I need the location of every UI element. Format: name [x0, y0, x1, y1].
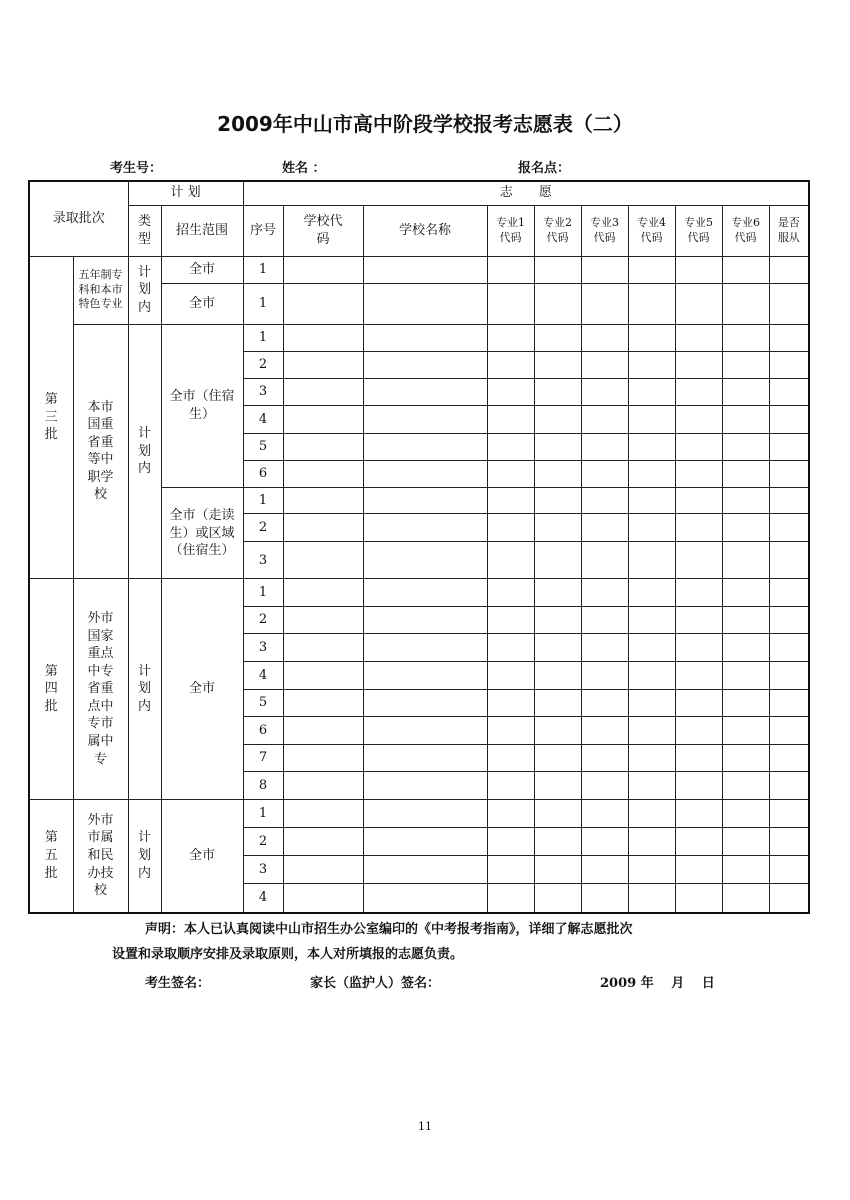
school-code-field[interactable] — [283, 351, 363, 378]
declaration-line-2: 设置和录取顺序安排及录取原则，本人对所填报的志愿负责。 — [112, 947, 464, 962]
major-5-code-field[interactable] — [675, 542, 722, 579]
obey-adjustment-field[interactable] — [769, 689, 809, 717]
school-code-field[interactable] — [283, 324, 363, 351]
major-5-code-field[interactable] — [675, 579, 722, 607]
major-4-code-field[interactable] — [628, 800, 675, 828]
school-code-field[interactable] — [283, 800, 363, 828]
major-6-code-field[interactable] — [722, 744, 769, 772]
header-school-code: 学校代码 — [283, 205, 363, 256]
batch-name: 第五批 — [29, 800, 73, 913]
sequence-number: 3 — [243, 634, 283, 662]
major-1-code-field[interactable] — [487, 406, 534, 433]
enrollment-scope: 全市（走读生）或区域（住宿生） — [161, 488, 243, 579]
major-5-code-field[interactable] — [675, 634, 722, 662]
school-code-field[interactable] — [283, 488, 363, 514]
major-4-code-field[interactable] — [628, 460, 675, 487]
category-name: 外市国家重点中专省重点中专市属中专 — [73, 579, 128, 800]
school-code-field[interactable] — [283, 856, 363, 884]
major-5-code-field[interactable] — [675, 800, 722, 828]
major-1-code-field[interactable] — [487, 772, 534, 800]
sequence-number: 3 — [243, 856, 283, 884]
sequence-number: 2 — [243, 606, 283, 634]
sequence-number: 4 — [243, 884, 283, 913]
obey-adjustment-field[interactable] — [769, 283, 809, 324]
major-1-code-field[interactable] — [487, 744, 534, 772]
sequence-number: 5 — [243, 433, 283, 460]
school-name-field[interactable] — [363, 488, 487, 514]
school-name-field[interactable] — [363, 379, 487, 406]
obey-adjustment-field[interactable] — [769, 717, 809, 745]
major-2-code-field[interactable] — [534, 324, 581, 351]
major-1-code-field[interactable] — [487, 283, 534, 324]
school-code-field[interactable] — [283, 662, 363, 690]
major-3-code-field[interactable] — [581, 606, 628, 634]
school-code-field[interactable] — [283, 884, 363, 913]
major-2-code-field[interactable] — [534, 460, 581, 487]
major-1-code-field[interactable] — [487, 689, 534, 717]
obey-adjustment-field[interactable] — [769, 800, 809, 828]
header-batch: 录取批次 — [29, 181, 128, 256]
major-6-code-field[interactable] — [722, 662, 769, 690]
major-5-code-field[interactable] — [675, 460, 722, 487]
obey-adjustment-field[interactable] — [769, 379, 809, 406]
sequence-number: 6 — [243, 460, 283, 487]
school-name-field[interactable] — [363, 772, 487, 800]
major-6-code-field[interactable] — [722, 460, 769, 487]
sequence-number: 1 — [243, 579, 283, 607]
major-2-code-field[interactable] — [534, 488, 581, 514]
major-6-code-field[interactable] — [722, 256, 769, 283]
major-3-code-field[interactable] — [581, 433, 628, 460]
school-code-field[interactable] — [283, 256, 363, 283]
sequence-number: 1 — [243, 283, 283, 324]
school-code-field[interactable] — [283, 460, 363, 487]
major-3-code-field[interactable] — [581, 634, 628, 662]
header-obey: 是否服从 — [769, 205, 809, 256]
sequence-number: 5 — [243, 689, 283, 717]
major-4-code-field[interactable] — [628, 283, 675, 324]
major-5-code-field[interactable] — [675, 379, 722, 406]
major-2-code-field[interactable] — [534, 744, 581, 772]
sequence-number: 3 — [243, 542, 283, 579]
major-3-code-field[interactable] — [581, 828, 628, 856]
sequence-number: 4 — [243, 662, 283, 690]
obey-adjustment-field[interactable] — [769, 772, 809, 800]
major-3-code-field[interactable] — [581, 856, 628, 884]
major-4-code-field[interactable] — [628, 772, 675, 800]
major-3-code-field[interactable] — [581, 283, 628, 324]
major-4-code-field[interactable] — [628, 856, 675, 884]
batch-name: 第四批 — [29, 579, 73, 800]
school-code-field[interactable] — [283, 542, 363, 579]
school-code-field[interactable] — [283, 379, 363, 406]
school-code-field[interactable] — [283, 283, 363, 324]
major-5-code-field[interactable] — [675, 324, 722, 351]
major-1-code-field[interactable] — [487, 606, 534, 634]
obey-adjustment-field[interactable] — [769, 634, 809, 662]
school-name-field[interactable] — [363, 800, 487, 828]
obey-adjustment-field[interactable] — [769, 828, 809, 856]
obey-adjustment-field[interactable] — [769, 433, 809, 460]
major-2-code-field[interactable] — [534, 514, 581, 542]
obey-adjustment-field[interactable] — [769, 256, 809, 283]
major-1-code-field[interactable] — [487, 351, 534, 378]
major-5-code-field[interactable] — [675, 283, 722, 324]
major-5-code-field[interactable] — [675, 256, 722, 283]
major-5-code-field[interactable] — [675, 856, 722, 884]
major-6-code-field[interactable] — [722, 828, 769, 856]
major-2-code-field[interactable] — [534, 884, 581, 913]
major-1-code-field[interactable] — [487, 460, 534, 487]
school-code-field[interactable] — [283, 828, 363, 856]
school-name-field[interactable] — [363, 606, 487, 634]
sequence-number: 4 — [243, 406, 283, 433]
major-6-code-field[interactable] — [722, 283, 769, 324]
major-1-code-field[interactable] — [487, 514, 534, 542]
plan-type: 计划内 — [128, 324, 161, 579]
school-code-field[interactable] — [283, 772, 363, 800]
plan-type: 计划内 — [128, 256, 161, 324]
major-5-code-field[interactable] — [675, 772, 722, 800]
sequence-number: 6 — [243, 717, 283, 745]
table-row — [29, 324, 809, 351]
major-2-code-field[interactable] — [534, 606, 581, 634]
obey-adjustment-field[interactable] — [769, 884, 809, 913]
enrollment-scope: 全市（住宿生） — [161, 324, 243, 488]
major-4-code-field[interactable] — [628, 379, 675, 406]
major-3-code-field[interactable] — [581, 884, 628, 913]
major-1-code-field[interactable] — [487, 579, 534, 607]
major-6-code-field[interactable] — [722, 379, 769, 406]
major-3-code-field[interactable] — [581, 579, 628, 607]
major-3-code-field[interactable] — [581, 514, 628, 542]
school-name-field[interactable] — [363, 351, 487, 378]
sequence-number: 2 — [243, 514, 283, 542]
major-4-code-field[interactable] — [628, 579, 675, 607]
major-6-code-field[interactable] — [722, 351, 769, 378]
major-3-code-field[interactable] — [581, 488, 628, 514]
obey-adjustment-field[interactable] — [769, 351, 809, 378]
major-2-code-field[interactable] — [534, 772, 581, 800]
plan-type: 计划内 — [128, 800, 161, 913]
major-2-code-field[interactable] — [534, 379, 581, 406]
school-code-field[interactable] — [283, 433, 363, 460]
major-1-code-field[interactable] — [487, 717, 534, 745]
school-name-field[interactable] — [363, 689, 487, 717]
major-6-code-field[interactable] — [722, 488, 769, 514]
sequence-number: 1 — [243, 256, 283, 283]
major-1-code-field[interactable] — [487, 828, 534, 856]
sequence-number: 8 — [243, 772, 283, 800]
major-3-code-field[interactable] — [581, 689, 628, 717]
header-school-name: 学校名称 — [363, 205, 487, 256]
major-4-code-field[interactable] — [628, 689, 675, 717]
sequence-number: 3 — [243, 379, 283, 406]
enrollment-scope: 全市 — [161, 579, 243, 800]
header-major-4: 专业4代码 — [628, 205, 675, 256]
major-5-code-field[interactable] — [675, 433, 722, 460]
header-wish: 志 愿 — [243, 181, 809, 205]
major-1-code-field[interactable] — [487, 324, 534, 351]
school-name-field[interactable] — [363, 283, 487, 324]
major-6-code-field[interactable] — [722, 514, 769, 542]
header-major-6: 专业6代码 — [722, 205, 769, 256]
major-3-code-field[interactable] — [581, 351, 628, 378]
header-seq: 序号 — [243, 205, 283, 256]
major-2-code-field[interactable] — [534, 828, 581, 856]
major-5-code-field[interactable] — [675, 717, 722, 745]
major-3-code-field[interactable] — [581, 772, 628, 800]
major-3-code-field[interactable] — [581, 542, 628, 579]
enrollment-scope: 全市 — [161, 800, 243, 913]
major-6-code-field[interactable] — [722, 884, 769, 913]
major-1-code-field[interactable] — [487, 379, 534, 406]
major-5-code-field[interactable] — [675, 884, 722, 913]
major-5-code-field[interactable] — [675, 828, 722, 856]
major-3-code-field[interactable] — [581, 379, 628, 406]
school-name-field[interactable] — [363, 460, 487, 487]
school-name-field[interactable] — [363, 884, 487, 913]
major-5-code-field[interactable] — [675, 406, 722, 433]
major-4-code-field[interactable] — [628, 662, 675, 690]
declaration-line-1: 声明：本人已认真阅读中山市招生办公室编印的《中考报考指南》，详细了解志愿批次 — [145, 922, 633, 937]
sequence-number: 7 — [243, 744, 283, 772]
sequence-number: 1 — [243, 800, 283, 828]
obey-adjustment-field[interactable] — [769, 542, 809, 579]
major-5-code-field[interactable] — [675, 744, 722, 772]
major-1-code-field[interactable] — [487, 433, 534, 460]
major-2-code-field[interactable] — [534, 662, 581, 690]
major-5-code-field[interactable] — [675, 514, 722, 542]
obey-adjustment-field[interactable] — [769, 514, 809, 542]
major-3-code-field[interactable] — [581, 717, 628, 745]
major-6-code-field[interactable] — [722, 433, 769, 460]
major-2-code-field[interactable] — [534, 351, 581, 378]
major-2-code-field[interactable] — [534, 634, 581, 662]
major-6-code-field[interactable] — [722, 324, 769, 351]
school-code-field[interactable] — [283, 514, 363, 542]
major-6-code-field[interactable] — [722, 689, 769, 717]
sequence-number: 1 — [243, 324, 283, 351]
major-1-code-field[interactable] — [487, 488, 534, 514]
header-major-3: 专业3代码 — [581, 205, 628, 256]
major-5-code-field[interactable] — [675, 606, 722, 634]
major-4-code-field[interactable] — [628, 514, 675, 542]
school-name-field[interactable] — [363, 324, 487, 351]
school-code-field[interactable] — [283, 406, 363, 433]
student-signature-label: 考生签名： — [145, 976, 211, 991]
application-table — [28, 180, 810, 914]
obey-adjustment-field[interactable] — [769, 856, 809, 884]
school-code-field[interactable] — [283, 717, 363, 745]
major-4-code-field[interactable] — [628, 884, 675, 913]
enrollment-scope: 全市 — [161, 283, 243, 324]
school-name-field[interactable] — [363, 634, 487, 662]
obey-adjustment-field[interactable] — [769, 744, 809, 772]
major-6-code-field[interactable] — [722, 406, 769, 433]
major-6-code-field[interactable] — [722, 634, 769, 662]
sequence-number: 2 — [243, 828, 283, 856]
major-3-code-field[interactable] — [581, 406, 628, 433]
major-6-code-field[interactable] — [722, 542, 769, 579]
category-name: 五年制专科和本市特色专业 — [73, 256, 128, 324]
major-4-code-field[interactable] — [628, 256, 675, 283]
obey-adjustment-field[interactable] — [769, 460, 809, 487]
major-2-code-field[interactable] — [534, 406, 581, 433]
sequence-number: 2 — [243, 351, 283, 378]
major-3-code-field[interactable] — [581, 800, 628, 828]
major-2-code-field[interactable] — [534, 717, 581, 745]
batch-name: 第三批 — [29, 256, 73, 579]
school-name-field[interactable] — [363, 433, 487, 460]
header-major-2: 专业2代码 — [534, 205, 581, 256]
name-label: 姓名 ： — [282, 161, 326, 176]
major-1-code-field[interactable] — [487, 662, 534, 690]
form-title: 2009年中山市高中阶段学校报考志愿表（二） — [217, 112, 633, 136]
obey-adjustment-field[interactable] — [769, 406, 809, 433]
header-major-1: 专业1代码 — [487, 205, 534, 256]
plan-type: 计划内 — [128, 579, 161, 800]
major-3-code-field[interactable] — [581, 744, 628, 772]
major-2-code-field[interactable] — [534, 283, 581, 324]
school-code-field[interactable] — [283, 579, 363, 607]
major-3-code-field[interactable] — [581, 324, 628, 351]
category-name: 本市国重省重等中职学校 — [73, 324, 128, 579]
school-name-field[interactable] — [363, 662, 487, 690]
major-1-code-field[interactable] — [487, 256, 534, 283]
major-4-code-field[interactable] — [628, 406, 675, 433]
school-name-field[interactable] — [363, 542, 487, 579]
major-4-code-field[interactable] — [628, 351, 675, 378]
major-4-code-field[interactable] — [628, 634, 675, 662]
header-plan: 计 划 — [128, 181, 243, 205]
obey-adjustment-field[interactable] — [769, 488, 809, 514]
obey-adjustment-field[interactable] — [769, 324, 809, 351]
obey-adjustment-field[interactable] — [769, 579, 809, 607]
category-name: 外市市属和民办技校 — [73, 800, 128, 913]
major-6-code-field[interactable] — [722, 856, 769, 884]
table-row — [29, 579, 809, 607]
major-2-code-field[interactable] — [534, 433, 581, 460]
school-name-field[interactable] — [363, 514, 487, 542]
major-2-code-field[interactable] — [534, 256, 581, 283]
major-6-code-field[interactable] — [722, 606, 769, 634]
enrollment-scope: 全市 — [161, 256, 243, 283]
header-scope: 招生范围 — [161, 205, 243, 256]
page-number: 11 — [418, 1120, 432, 1133]
major-4-code-field[interactable] — [628, 488, 675, 514]
sequence-number: 1 — [243, 488, 283, 514]
major-1-code-field[interactable] — [487, 884, 534, 913]
major-2-code-field[interactable] — [534, 579, 581, 607]
major-4-code-field[interactable] — [628, 744, 675, 772]
major-2-code-field[interactable] — [534, 800, 581, 828]
major-1-code-field[interactable] — [487, 634, 534, 662]
table-row — [29, 800, 809, 828]
major-3-code-field[interactable] — [581, 662, 628, 690]
major-1-code-field[interactable] — [487, 856, 534, 884]
school-code-field[interactable] — [283, 744, 363, 772]
major-5-code-field[interactable] — [675, 662, 722, 690]
signature-date: 2009 年 月 日 — [600, 976, 715, 991]
major-5-code-field[interactable] — [675, 689, 722, 717]
school-name-field[interactable] — [363, 406, 487, 433]
major-6-code-field[interactable] — [722, 717, 769, 745]
school-name-field[interactable] — [363, 579, 487, 607]
major-3-code-field[interactable] — [581, 256, 628, 283]
major-6-code-field[interactable] — [722, 579, 769, 607]
obey-adjustment-field[interactable] — [769, 662, 809, 690]
major-1-code-field[interactable] — [487, 542, 534, 579]
major-3-code-field[interactable] — [581, 460, 628, 487]
exam-number-label: 考生号： — [110, 161, 163, 176]
school-name-field[interactable] — [363, 717, 487, 745]
table-row — [29, 256, 809, 283]
school-code-field[interactable] — [283, 634, 363, 662]
school-code-field[interactable] — [283, 606, 363, 634]
major-2-code-field[interactable] — [534, 856, 581, 884]
school-name-field[interactable] — [363, 256, 487, 283]
major-4-code-field[interactable] — [628, 542, 675, 579]
major-4-code-field[interactable] — [628, 324, 675, 351]
header-type: 类型 — [128, 205, 161, 256]
major-2-code-field[interactable] — [534, 542, 581, 579]
school-name-field[interactable] — [363, 744, 487, 772]
major-4-code-field[interactable] — [628, 717, 675, 745]
major-6-code-field[interactable] — [722, 772, 769, 800]
major-4-code-field[interactable] — [628, 433, 675, 460]
major-4-code-field[interactable] — [628, 606, 675, 634]
school-name-field[interactable] — [363, 856, 487, 884]
major-1-code-field[interactable] — [487, 800, 534, 828]
school-code-field[interactable] — [283, 689, 363, 717]
parent-signature-label: 家长（监护人）签名： — [310, 976, 441, 991]
major-6-code-field[interactable] — [722, 800, 769, 828]
header-major-5: 专业5代码 — [675, 205, 722, 256]
obey-adjustment-field[interactable] — [769, 606, 809, 634]
major-5-code-field[interactable] — [675, 351, 722, 378]
major-5-code-field[interactable] — [675, 488, 722, 514]
major-2-code-field[interactable] — [534, 689, 581, 717]
major-4-code-field[interactable] — [628, 828, 675, 856]
school-name-field[interactable] — [363, 828, 487, 856]
registration-site-label: 报名点： — [518, 161, 571, 176]
